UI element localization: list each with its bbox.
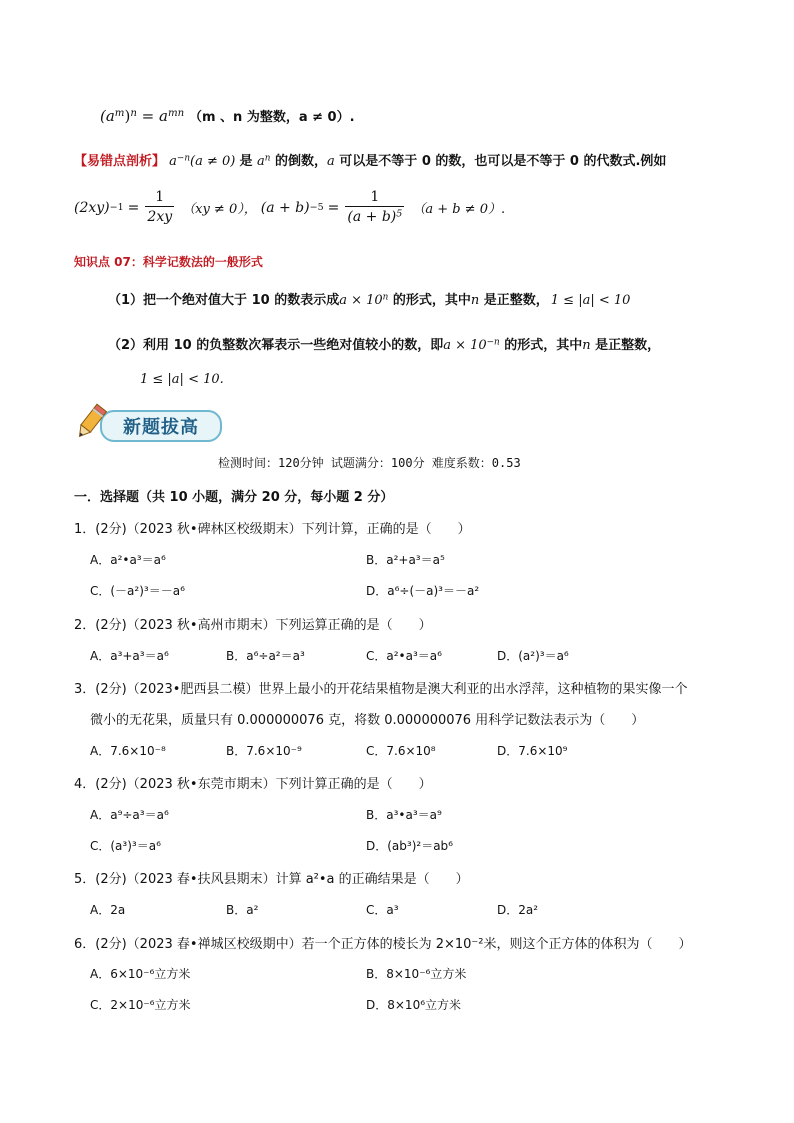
text-is: 是 (239, 154, 258, 169)
knowledge-item-2 (108, 334, 660, 353)
question-5-option-c[interactable]: C．a³ (366, 903, 399, 917)
question-6-option-a[interactable]: A．6×10⁻⁶立方米 (90, 967, 191, 981)
error-examples-line: (2xy) −1 = $\frac{1}{2xy}$ （xy ≠ 0）， (a + b) −5 = $\frac{1}{(a + b)^5}$ （a + b ≠ 0）. (74, 189, 506, 225)
knowledge-item-1 (108, 289, 630, 308)
question-4-option-b[interactable]: B．a³•a³＝a⁹ (366, 808, 442, 822)
rule-exp-m: m (114, 107, 125, 119)
question-4-option-a[interactable]: A．a⁹÷a³＝a⁶ (90, 808, 169, 822)
exam-info: 检测时间：120分钟 试题满分：100分 难度系数：0.53 (218, 456, 521, 470)
ex2-den-base: (a + b) (347, 209, 397, 225)
question-3-option-c[interactable]: C．7.6×10⁸ (366, 744, 436, 758)
question-1-option-d[interactable]: D．a⁶÷(－a)³＝－a² (366, 584, 480, 598)
ex1-lhs: (2xy) (74, 199, 110, 216)
question-1-option-a[interactable]: A．a²•a³＝a⁶ (90, 553, 166, 567)
item1-text-b: 的形式，其中 (388, 293, 471, 308)
question-2-option-d[interactable]: D．(a²)³＝a⁶ (497, 649, 569, 663)
question-5-option-b[interactable]: B．a² (226, 903, 259, 917)
ex2-denominator (345, 207, 404, 227)
item1-text-c: 是正整数， (479, 293, 549, 308)
question-3-option-b[interactable]: B．7.6×10⁻⁹ (226, 744, 302, 758)
ex2-fraction (345, 188, 404, 227)
ex2-condition: （a + b ≠ 0）. (412, 202, 506, 217)
rule-condition: （m 、n 为整数，a ≠ 0）. (188, 110, 355, 125)
ex2-lhs: (a + b) (260, 199, 310, 216)
knowledge-point-title: 知识点 07：科学记数法的一般形式 (74, 255, 263, 269)
pencil-icon (70, 402, 110, 444)
question-2-option-c[interactable]: C．a²•a³＝a⁶ (366, 649, 442, 663)
item1-text-a: （1）把一个绝对值大于 10 的数表示成 (108, 293, 340, 308)
ex2-numerator: 1 (345, 188, 404, 207)
question-1-stem: 1．(2分)（2023 秋•碑林区校级期末）下列计算，正确的是（ ） (74, 522, 471, 537)
item1-exp: n (382, 292, 389, 303)
error-analysis-line (74, 150, 666, 169)
item2-text-a: （2）利用 10 的负整数次幂表示一些绝对值较小的数，即 (108, 338, 444, 353)
item2-text-c: 是正整数， (590, 338, 661, 353)
expr-a: a (169, 154, 177, 169)
text-a: a (327, 154, 335, 169)
question-6-option-b[interactable]: B．8×10⁻⁶立方米 (366, 967, 467, 981)
question-3-option-d[interactable]: D．7.6×10⁹ (497, 744, 568, 758)
text-explain: 可以是不等于 0 的数，也可以是不等于 0 的代数式.例如 (334, 154, 667, 169)
ex1-fraction (145, 188, 174, 227)
ex1-condition: （xy ≠ 0）， (182, 202, 257, 217)
question-6-option-d[interactable]: D．8×10⁶立方米 (366, 998, 462, 1012)
expr-cond: (a ≠ 0) (190, 154, 236, 169)
item2-exp: −n (486, 337, 500, 348)
expr-exp-n: n (264, 153, 271, 164)
question-3-stem: 3．(2分)（2023•肥西县二模）世界上最小的开花结果植物是澳大利亚的出水浮萍，这种植物的果实像一个 (74, 682, 688, 697)
item2-text-b: 的形式，其中 (499, 338, 583, 353)
question-5-stem: 5．(2分)（2023 春•扶风县期末）计算 a²•a 的正确结果是（ ） (74, 872, 469, 887)
question-2-option-a[interactable]: A．a³+a³＝a⁶ (90, 649, 169, 663)
rule-rhs: = a (136, 107, 168, 125)
question-3-stem-continued: 微小的无花果，质量只有 0.000000076 克，将数 0.000000076 用科学记数法表示为（ ） (90, 713, 645, 728)
error-analysis-label: 【易错点剖析】 (74, 154, 166, 169)
section-title: 一．选择题（共 10 小题，满分 20 分，每小题 2 分） (74, 490, 394, 505)
question-2-option-b[interactable]: B．a⁶÷a²＝a³ (226, 649, 305, 663)
question-5-option-d[interactable]: D．2a² (497, 903, 539, 917)
ex2-den-exp: 5 (396, 208, 403, 220)
rule-base: (a (100, 107, 115, 125)
ex1-denominator: 2xy (147, 209, 173, 225)
question-1-option-b[interactable]: B．a²+a³＝a⁵ (366, 553, 445, 567)
power-of-power-rule (100, 106, 355, 125)
question-3-option-a[interactable]: A．7.6×10⁻⁸ (90, 744, 166, 758)
item1-n: n (470, 293, 480, 308)
rule-exp-mn: mn (167, 107, 185, 119)
expr-exp-neg-n: −n (176, 153, 191, 164)
item2-expr: a × 10 (443, 338, 487, 353)
question-4-option-d[interactable]: D．(ab³)²＝ab⁶ (366, 839, 453, 853)
expr-an: a (257, 154, 265, 169)
question-5-option-a[interactable]: A．2a (90, 903, 126, 917)
section-banner (100, 410, 222, 442)
item1-range: 1 ≤ |a| < 10 (550, 293, 631, 308)
question-6-stem: 6．(2分)（2023 春•禅城区校级期中）若一个正方体的棱长为 2×10⁻²米，则这个正方体的体积为（ ） (74, 937, 692, 952)
rule-paren: ) (124, 107, 131, 125)
item2-range: 1 ≤ |a| < 10. (140, 372, 224, 387)
question-2-stem: 2．(2分)（2023 秋•高州市期末）下列运算正确的是（ ） (74, 618, 432, 633)
question-4-stem: 4．(2分)（2023 秋•东莞市期末）下列计算正确的是（ ） (74, 777, 432, 792)
banner-label: 新题拔高 (123, 417, 199, 438)
item1-expr: a × 10 (339, 293, 383, 308)
question-6-option-c[interactable]: C．2×10⁻⁶立方米 (90, 998, 191, 1012)
question-4-option-c[interactable]: C．(a³)³＝a⁶ (90, 839, 161, 853)
text-reciprocal: 的倒数， (270, 154, 327, 169)
question-1-option-c[interactable]: C．(－a²)³＝－a⁶ (90, 584, 185, 598)
rule-exp-n: n (130, 107, 137, 119)
item2-n: n (582, 338, 591, 353)
ex1-numerator: 1 (145, 188, 174, 207)
